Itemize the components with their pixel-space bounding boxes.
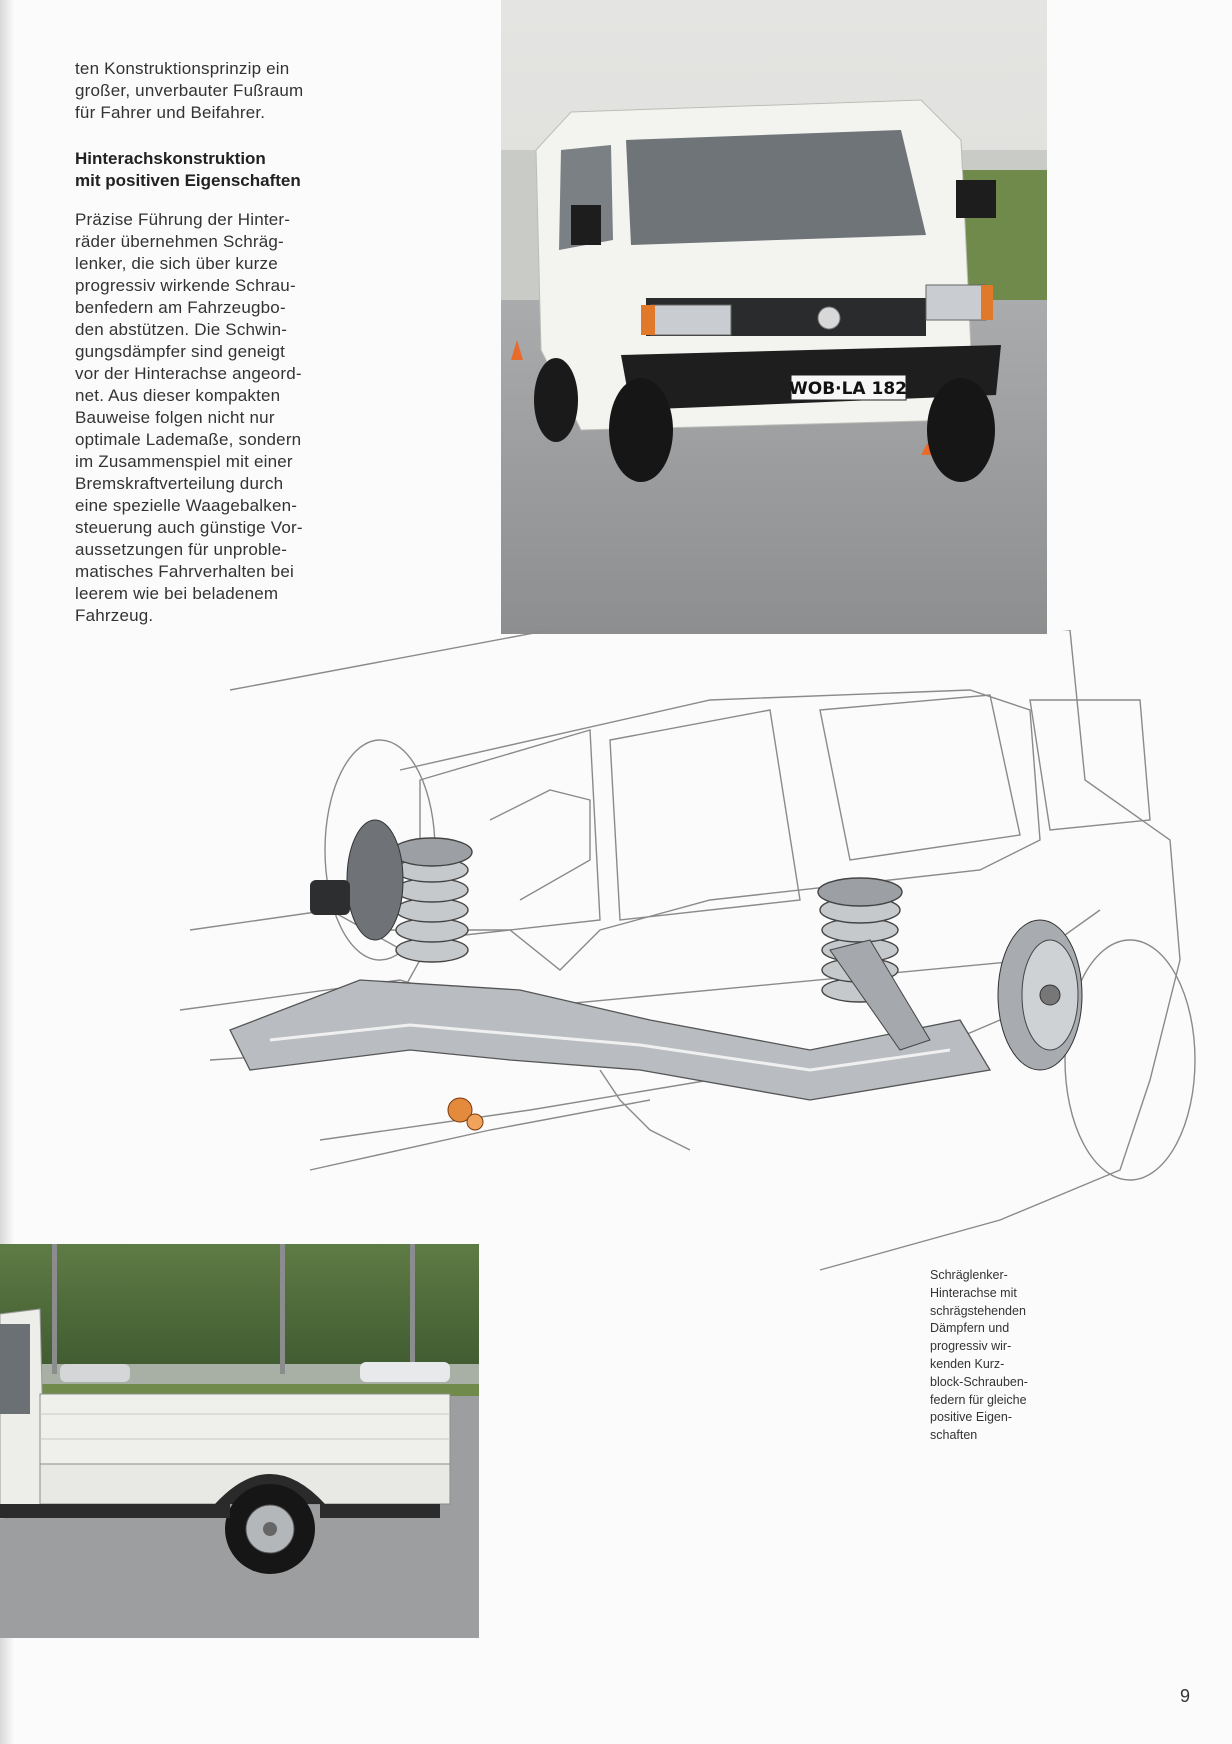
diagram-caption: Schräglenker- Hinterachse mit schrägstehenden Dämpfern und progressiv wir- kenden Kurz- block-Schrauben- federn für gleiche positive Eigen- schaften xyxy=(930,1268,1028,1443)
van-front-illustration xyxy=(501,0,1047,634)
rear-axle-paragraph: Präzise Führung der Hinter- räder übernehmen Schräg- lenker, die sich über kurze progressiv wirkende Schrau- benfedern am Fahrzeugbo- den abstützen. Die Schwin- gungsdämpfer sind geneigt vor der Hinterachse angeord- net. Aus dieser kompakten Bauweise folgen nicht nur optimale Lademaße, sondern im Zusammenspiel mit einer Bremskraftverteilung durch eine spezielle Waagebalken- steuerung auch günstige Vor- aussetzungen für unproble- matisches Fahrverhalten bei leerem wie bei beladenem Fahrzeug. xyxy=(75,210,303,625)
intro-paragraph: ten Konstruktionsprinzip ein großer, unverbauter Fußraum für Fahrer und Beifahrer. xyxy=(75,59,304,122)
rear-axle-drawing xyxy=(170,630,1200,1280)
license-plate: WOB·LA 182 xyxy=(788,379,908,399)
body-text-column xyxy=(75,58,345,627)
rear-axle-diagram xyxy=(170,630,1200,1280)
pickup-truck-photo xyxy=(0,1244,479,1638)
pickup-truck-illustration xyxy=(0,1244,479,1638)
page-number: 9 xyxy=(1180,1686,1191,1706)
section-heading: Hinterachskonstruktion mit positiven Eigenschaften xyxy=(75,149,301,190)
van-front-photo xyxy=(501,0,1047,634)
